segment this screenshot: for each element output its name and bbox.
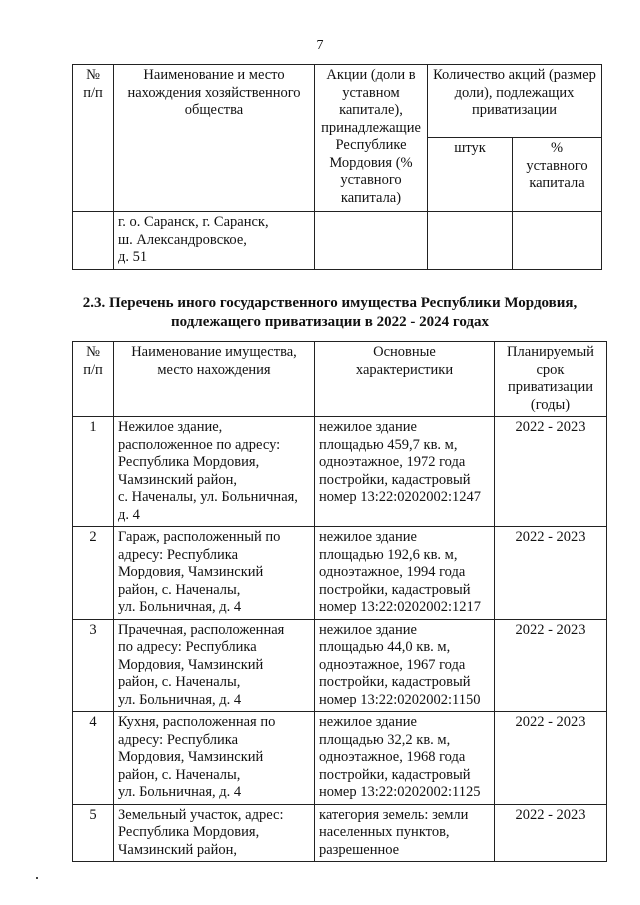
- cell-pieces: [428, 212, 513, 270]
- col-header-property: Наименование имущества, место нахождения: [114, 342, 315, 417]
- section-title: 2.3. Перечень иного государственного имущества Республики Мордовия, подлежащего приватизации в 2022 - 2024 годах: [82, 295, 578, 330]
- cell-characteristics: нежилое здание площадью 459,7 кв. м, одноэтажное, 1972 года постройки, кадастровый номер 13:22:0202002:1247: [315, 417, 495, 527]
- cell-characteristics: категория земель: земли населенных пунктов, разрешенное: [315, 804, 495, 862]
- cell-property: Кухня, расположенная по адресу: Республика Мордовия, Чамзинский район, с. Наченалы, ул. Больничная, д. 4: [114, 712, 315, 805]
- cell-term: 2022 - 2023: [495, 712, 607, 805]
- cell-num: 1: [73, 417, 114, 527]
- property-table: [72, 341, 607, 862]
- table-row: [73, 712, 607, 805]
- cell-characteristics: нежилое здание площадью 44,0 кв. м, одноэтажное, 1967 года постройки, кадастровый номер 13:22:0202002:1150: [315, 619, 495, 712]
- cell-num: 2: [73, 527, 114, 620]
- cell-num: 3: [73, 619, 114, 712]
- table-row: [73, 527, 607, 620]
- scan-speck: [36, 877, 38, 879]
- col-header-num: № п/п: [73, 342, 114, 417]
- col-header-shares: Акции (доли в уставном капитале), принадлежащие Республике Мордовия (% уставного капитала): [315, 65, 428, 212]
- cell-percent: [513, 212, 602, 270]
- cell-shares: [315, 212, 428, 270]
- col-header-pieces: штук: [428, 138, 513, 212]
- col-header-company: Наименование и место нахождения хозяйственного общества: [114, 65, 315, 212]
- cell-characteristics: нежилое здание площадью 32,2 кв. м, одноэтажное, 1968 года постройки, кадастровый номер 13:22:0202002:1125: [315, 712, 495, 805]
- col-header-term: Планируемый срок приватизации (годы): [495, 342, 607, 417]
- cell-term: 2022 - 2023: [495, 619, 607, 712]
- cell-term: 2022 - 2023: [495, 417, 607, 527]
- table-row: [73, 804, 607, 862]
- cell-property: Прачечная, расположенная по адресу: Республика Мордовия, Чамзинский район, с. Наченалы, ул. Больничная, д. 4: [114, 619, 315, 712]
- table-row: [73, 619, 607, 712]
- cell-property: Земельный участок, адрес: Республика Мордовия, Чамзинский район,: [114, 804, 315, 862]
- page-number: 7: [316, 38, 324, 53]
- cell-company: г. о. Саранск, г. Саранск, ш. Александровское, д. 51: [114, 212, 315, 270]
- cell-num: 5: [73, 804, 114, 862]
- col-header-num: № п/п: [73, 65, 114, 212]
- cell-property: Гараж, расположенный по адресу: Республика Мордовия, Чамзинский район, с. Наченалы, ул. Больничная, д. 4: [114, 527, 315, 620]
- shares-table: [72, 64, 602, 270]
- cell-property: Нежилое здание, расположенное по адресу: Республика Мордовия, Чамзинский район, с. Наченалы, ул. Больничная, д. 4: [114, 417, 315, 527]
- table-row: [73, 417, 607, 527]
- cell-num: 4: [73, 712, 114, 805]
- col-header-percent: % уставного капитала: [513, 138, 602, 212]
- cell-characteristics: нежилое здание площадью 192,6 кв. м, одноэтажное, 1994 года постройки, кадастровый номер 13:22:0202002:1217: [315, 527, 495, 620]
- col-header-quantity: Количество акций (размер доли), подлежащих приватизации: [428, 65, 602, 138]
- cell-term: 2022 - 2023: [495, 804, 607, 862]
- cell-num: [73, 212, 114, 270]
- cell-term: 2022 - 2023: [495, 527, 607, 620]
- table-row: [73, 212, 602, 270]
- col-header-characteristics: Основные характеристики: [315, 342, 495, 417]
